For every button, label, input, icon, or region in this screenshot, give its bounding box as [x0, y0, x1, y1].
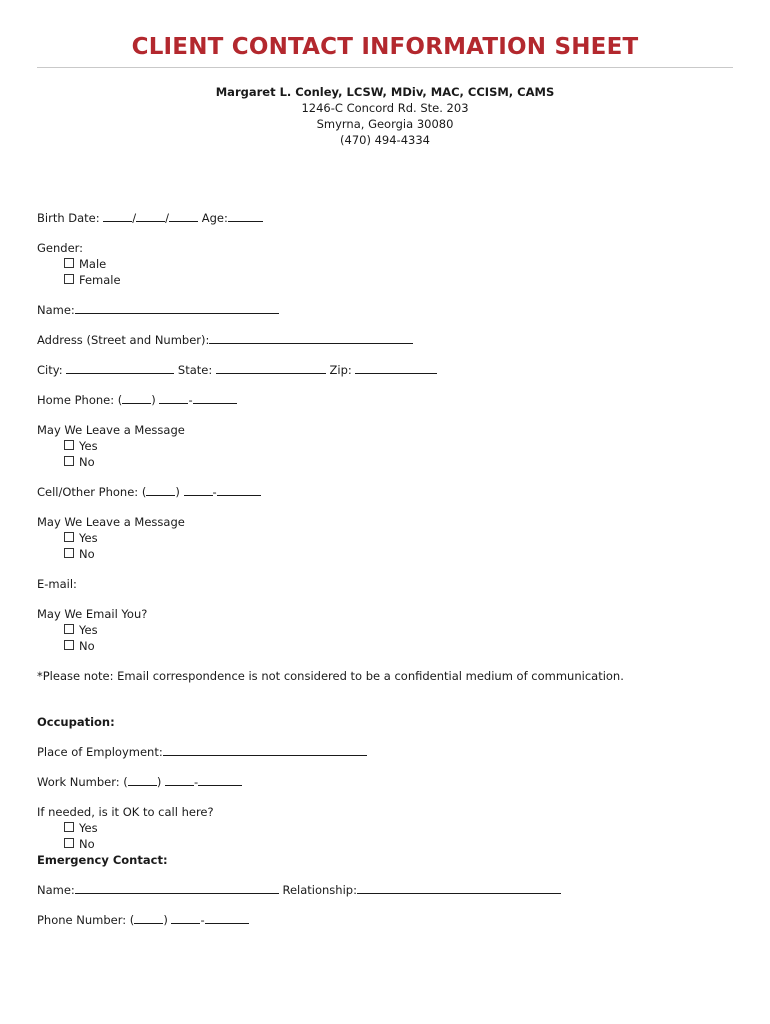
checkbox-female[interactable] [64, 274, 74, 284]
home-prefix-field[interactable] [159, 392, 188, 404]
cell-phone-row: Cell/Other Phone: ( ) - [37, 484, 737, 500]
option-label: No [79, 639, 95, 653]
cell-prefix-field[interactable] [184, 484, 213, 496]
emergency-phone-row: Phone Number: ( ) - [37, 912, 737, 928]
emergency-area-code-field[interactable] [134, 912, 163, 924]
employment-label: Place of Employment: [37, 745, 163, 759]
birth-year-field[interactable] [169, 210, 198, 222]
zip-field[interactable] [355, 362, 437, 374]
option-label: Yes [79, 623, 98, 637]
city-label: City: [37, 363, 63, 377]
employment-field[interactable] [163, 744, 367, 756]
home-line-field[interactable] [193, 392, 237, 404]
cell-message-yes[interactable] [37, 530, 737, 546]
city-field[interactable] [66, 362, 174, 374]
checkbox-no[interactable] [64, 456, 74, 466]
birth-date-label: Birth Date: [37, 211, 100, 225]
option-label: Male [79, 257, 107, 271]
option-label: No [79, 837, 95, 851]
email-ok-no[interactable] [37, 638, 737, 654]
home-message-no[interactable] [37, 454, 737, 470]
option-label: Yes [79, 439, 98, 453]
zip-label: Zip: [329, 363, 352, 377]
emergency-line-field[interactable] [205, 912, 249, 924]
cell-line-field[interactable] [217, 484, 261, 496]
checkbox-yes[interactable] [64, 532, 74, 542]
emergency-prefix-field[interactable] [171, 912, 200, 924]
cell-area-code-field[interactable] [146, 484, 175, 496]
option-label: No [79, 455, 95, 469]
emergency-heading: Emergency Contact: [37, 853, 168, 867]
practitioner-name: Margaret L. Conley, LCSW, MDiv, MAC, CCISM, CAMS [215, 85, 555, 99]
cell-phone-label: Cell/Other Phone: [37, 485, 139, 499]
employment-row [37, 744, 737, 760]
work-prefix-field[interactable] [165, 774, 194, 786]
checkbox-no[interactable] [64, 640, 74, 650]
home-message-question: May We Leave a Message [37, 423, 185, 437]
birth-date-row: Birth Date: / / Age: [37, 210, 737, 226]
email-label: E-mail: [37, 577, 77, 591]
birth-day-field[interactable] [136, 210, 165, 222]
address-field[interactable] [209, 332, 413, 344]
work-line-field[interactable] [198, 774, 242, 786]
home-phone-row: Home Phone: ( ) - [37, 392, 737, 408]
gender-option-female[interactable] [37, 272, 737, 288]
address-row [37, 332, 737, 348]
gender-label: Gender: [37, 241, 84, 255]
cell-message-question: May We Leave a Message [37, 515, 185, 529]
page-title: CLIENT CONTACT INFORMATION SHEET [131, 34, 639, 60]
occupation-heading: Occupation: [37, 715, 115, 729]
home-phone-label: Home Phone: [37, 393, 115, 407]
option-label: No [79, 547, 95, 561]
option-label: Yes [79, 821, 98, 835]
option-label: Yes [79, 531, 98, 545]
practice-address: 1246-C Concord Rd. Ste. 203 [301, 101, 469, 115]
checkbox-male[interactable] [64, 258, 74, 268]
call-here-question: If needed, is it OK to call here? [37, 805, 214, 819]
call-here-yes[interactable] [37, 820, 737, 836]
checkbox-yes[interactable] [64, 624, 74, 634]
contact-form [37, 210, 737, 928]
emergency-phone-label: Phone Number: [37, 913, 127, 927]
call-here-no[interactable] [37, 836, 737, 852]
birth-month-field[interactable] [103, 210, 132, 222]
age-field[interactable] [228, 210, 263, 222]
address-label: Address (Street and Number): [37, 333, 210, 347]
title-divider [37, 67, 733, 68]
work-number-row: Work Number: ( ) - [37, 774, 737, 790]
name-field[interactable] [75, 302, 279, 314]
home-area-code-field[interactable] [122, 392, 151, 404]
gender-option-male[interactable] [37, 256, 737, 272]
checkbox-yes[interactable] [64, 822, 74, 832]
email-confidentiality-note: *Please note: Email correspondence is not considered to be a confidential medium of communication. [37, 669, 624, 683]
email-row[interactable] [37, 576, 737, 592]
checkbox-no[interactable] [64, 548, 74, 558]
relationship-field[interactable] [357, 882, 561, 894]
state-label: State: [177, 363, 213, 377]
email-ok-yes[interactable] [37, 622, 737, 638]
option-label: Female [79, 273, 121, 287]
practice-city: Smyrna, Georgia 30080 [316, 117, 454, 131]
home-message-yes[interactable] [37, 438, 737, 454]
state-field[interactable] [216, 362, 326, 374]
emergency-name-label: Name: [37, 883, 75, 897]
work-area-code-field[interactable] [128, 774, 157, 786]
relationship-label: Relationship: [282, 883, 357, 897]
practitioner-header [0, 84, 770, 148]
cell-message-no[interactable] [37, 546, 737, 562]
name-label: Name: [37, 303, 75, 317]
emergency-name-field[interactable] [75, 882, 279, 894]
checkbox-yes[interactable] [64, 440, 74, 450]
age-label: Age: [201, 211, 228, 225]
email-question: May We Email You? [37, 607, 148, 621]
emergency-name-row [37, 882, 737, 898]
city-state-zip-row [37, 362, 737, 378]
checkbox-no[interactable] [64, 838, 74, 848]
name-row [37, 302, 737, 318]
work-number-label: Work Number: [37, 775, 120, 789]
practice-phone: (470) 494-4334 [340, 133, 430, 147]
